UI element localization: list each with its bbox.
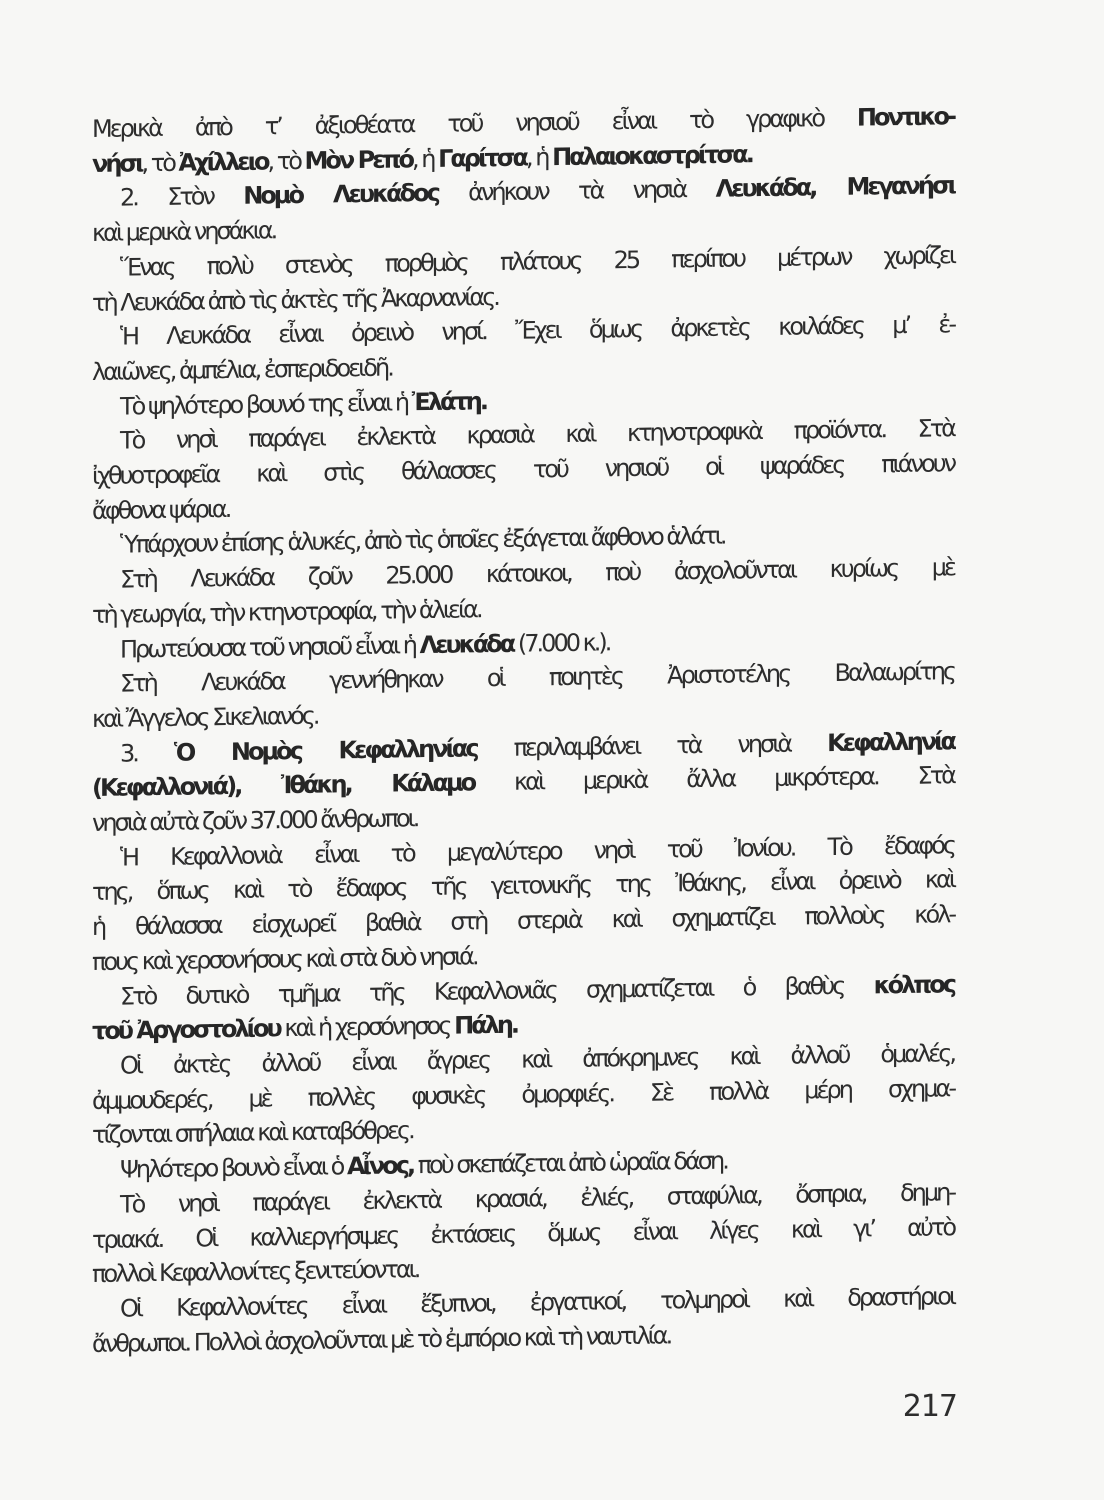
paragraph: [92, 1175, 954, 1292]
text-run: Ἡ Κεφαλλονιὰ εἶναι τὸ μεγαλύτερο νησὶ τοῦ Ἰονίου. Τὸ ἔδαφός: [120, 830, 954, 872]
bold-term: κόλπος: [873, 969, 954, 999]
paragraph: [92, 1279, 954, 1361]
text-run: λαιῶνες, ἀμπέλια, ἐσπεριδοειδῆ.: [92, 353, 392, 386]
text-run: Στὴ Λευκάδα ζοῦν 25.000 κάτοικοι, ποὺ ἀσχολοῦνται κυρίως μὲ: [120, 553, 954, 594]
paragraph: [92, 238, 954, 320]
text-run: Ὑπάρχουν ἐπίσης ἁλυκές, ἀπὸ τὶς ὁποῖες ἐξάγεται ἄφθονο ἁλάτι.: [120, 522, 725, 560]
bold-term: Αἶνος,: [346, 1151, 414, 1181]
paragraph: [92, 828, 954, 980]
paragraph: [92, 550, 954, 632]
text-run: πολλοὶ Κεφαλλονίτες ξενιτεύονται.: [92, 1255, 419, 1289]
text-run: Στὸ δυτικὸ τμῆμα τῆς Κεφαλλονιᾶς σχηματίζεται ὁ βαθὺς: [120, 970, 874, 1011]
bold-term: Μὸν Ρεπό: [304, 144, 413, 175]
bold-term: Πάλη.: [454, 1010, 518, 1040]
bold-term: τοῦ Ἀργοστολίου: [92, 1014, 280, 1046]
bold-term: Νομὸ Λευκάδος: [243, 179, 438, 211]
text-run: ἄφθονα ψάρια.: [92, 494, 230, 525]
text-run: Τὸ νησὶ παράγει ἐκλεκτὰ κρασιὰ καὶ κτηνοτροφικὰ προϊόντα. Στὰ: [120, 414, 954, 455]
bold-term: Ἀχίλλειο: [178, 147, 268, 177]
text-run: Στὴ Λευκάδα γεννήθηκαν οἱ ποιητὲς Ἀριστοτέλης Βαλαωρίτης: [120, 657, 954, 698]
text-run: Πρωτεύουσα τοῦ νησιοῦ εἶναι ἡ: [120, 630, 420, 664]
text-run: Ψηλότερο βουνὸ εἶναι ὁ: [120, 1152, 347, 1184]
text-run: καὶ μερικὰ ἄλλα μικρότερα. Στὰ: [474, 761, 954, 797]
text-run: ἄνθρωποι. Πολλοὶ ἀσχολοῦνται μὲ τὸ ἐμπόριο καὶ τὴ ναυτιλία.: [92, 1321, 671, 1358]
bold-term: νήσι: [92, 148, 142, 178]
text-run: τριακά. Οἱ καλλιεργήσιμες ἐκτάσεις ὅμως εἶναι λίγες καὶ γι’ αὐτὸ: [92, 1212, 954, 1254]
text-run: καὶ Ἄγγελος Σικελιανός.: [92, 701, 318, 733]
text-run: πους καὶ χερσονήσους καὶ στὰ δυὸ νησιά.: [92, 942, 477, 976]
text-run: νησιὰ αὐτὰ ζοῦν 37.000 ἄνθρωποι.: [92, 804, 418, 838]
paragraph: [92, 967, 954, 1049]
text-run: ἀμμουδερές, μὲ πολλὲς φυσικὲς ὀμορφιές. Σὲ πολλὰ μέρη σχημα-: [92, 1073, 954, 1115]
text-run: ἰχθυοτροφεῖα καὶ στὶς θάλασσες τοῦ νησιοῦ οἱ ψαράδες πιάνουν: [92, 449, 954, 491]
text-run: τίζονται σπήλαια καὶ καταβόθρες.: [92, 1116, 413, 1150]
bold-term: Ποντικο-: [856, 102, 954, 132]
text-run: καὶ μερικὰ νησάκια.: [92, 216, 276, 248]
text-run: Οἱ Κεφαλλονίτες εἶναι ἔξυπνοι, ἐργατικοί, τολμηροὶ καὶ δραστήριοι: [120, 1282, 954, 1323]
text-run: , ἡ: [412, 144, 439, 173]
text-run: καὶ ἡ χερσόνησος: [279, 1011, 455, 1043]
text-run: Τὸ νησὶ παράγει ἐκλεκτὰ κρασιά, ἐλιές, σταφύλια, ὄσπρια, δημη-: [120, 1178, 954, 1219]
text-run: Οἱ ἀκτὲς ἀλλοῦ εἶναι ἄγριες καὶ ἀπόκρημνες καὶ ἀλλοῦ ὁμαλές,: [120, 1039, 954, 1080]
bold-term: Λευκάδα, Μεγανήσι: [715, 171, 954, 204]
page-number: 217: [902, 1389, 957, 1424]
paragraph: [92, 99, 954, 181]
text-run: 3.: [120, 738, 174, 768]
paragraph: [92, 724, 954, 841]
text-run: τὴ γεωργία, τὴν κτηνοτροφία, τὴν ἁλιεία.: [92, 595, 481, 629]
text-run: Ἕνας πολὺ στενὸς πορθμὸς πλάτους 25 περίπου μέτρων χωρίζει: [120, 241, 954, 282]
bold-term: Ἐλάτη.: [411, 386, 486, 416]
bold-term: Παλαιοκαστρίτσα.: [552, 139, 752, 171]
bold-term: Γαρίτσα: [438, 143, 526, 173]
text-run: , τὸ: [141, 148, 179, 177]
text-run: (7.000 κ.).: [513, 627, 610, 658]
paragraph: [92, 169, 954, 251]
text-run: , τὸ: [267, 146, 305, 176]
bold-term: Λευκάδα: [419, 629, 514, 659]
text-run: 2. Στὸν: [120, 182, 244, 212]
text-run: ποὺ σκεπάζεται ἀπὸ ὡραῖα δάση.: [413, 1146, 727, 1180]
text-run: , ἡ: [525, 142, 553, 172]
paragraph: [92, 412, 954, 529]
bold-term: Ὁ Νομὸς Κεφαλληνίας: [173, 733, 477, 767]
text-run: περιλαμβάνει τὰ νησιὰ: [476, 728, 828, 762]
bold-term: Κεφαλληνία: [827, 726, 955, 757]
text-run: Μερικὰ ἀπὸ τ’ ἀξιοθέατα τοῦ νησιοῦ εἶναι τὸ γραφικὸ: [92, 103, 857, 143]
text-run: ἀνήκουν τὰ νησιὰ: [437, 175, 716, 208]
text-run: τὴ Λευκάδα ἀπὸ τὶς ἀκτὲς τῆς Ἀκαρνανίας.: [92, 282, 498, 317]
paragraph: [92, 307, 954, 389]
bold-term: (Κεφαλλονιά), Ἰθάκη, Κάλαμο: [92, 768, 475, 803]
text-run: Ἡ Λευκάδα εἶναι ὀρεινὸ νησί. Ἔχει ὅμως ἀρκετὲς κοιλάδες μ’ ἐ-: [120, 310, 954, 351]
text-body: [92, 99, 954, 1361]
paragraph: [92, 654, 954, 736]
text-run: Τὸ ψηλότερο βουνό της εἶναι ἡ: [120, 387, 412, 421]
text-run: ἡ θάλασσα εἰσχωρεῖ βαθιὰ στὴ στεριὰ καὶ σχηματίζει πολλοὺς κόλ-: [92, 900, 954, 942]
text-run: της, ὅπως καὶ τὸ ἔδαφος τῆς γειτονικῆς της Ἰθάκης, εἶναι ὀρεινὸ καὶ: [92, 865, 954, 907]
paragraph: [92, 1036, 954, 1153]
